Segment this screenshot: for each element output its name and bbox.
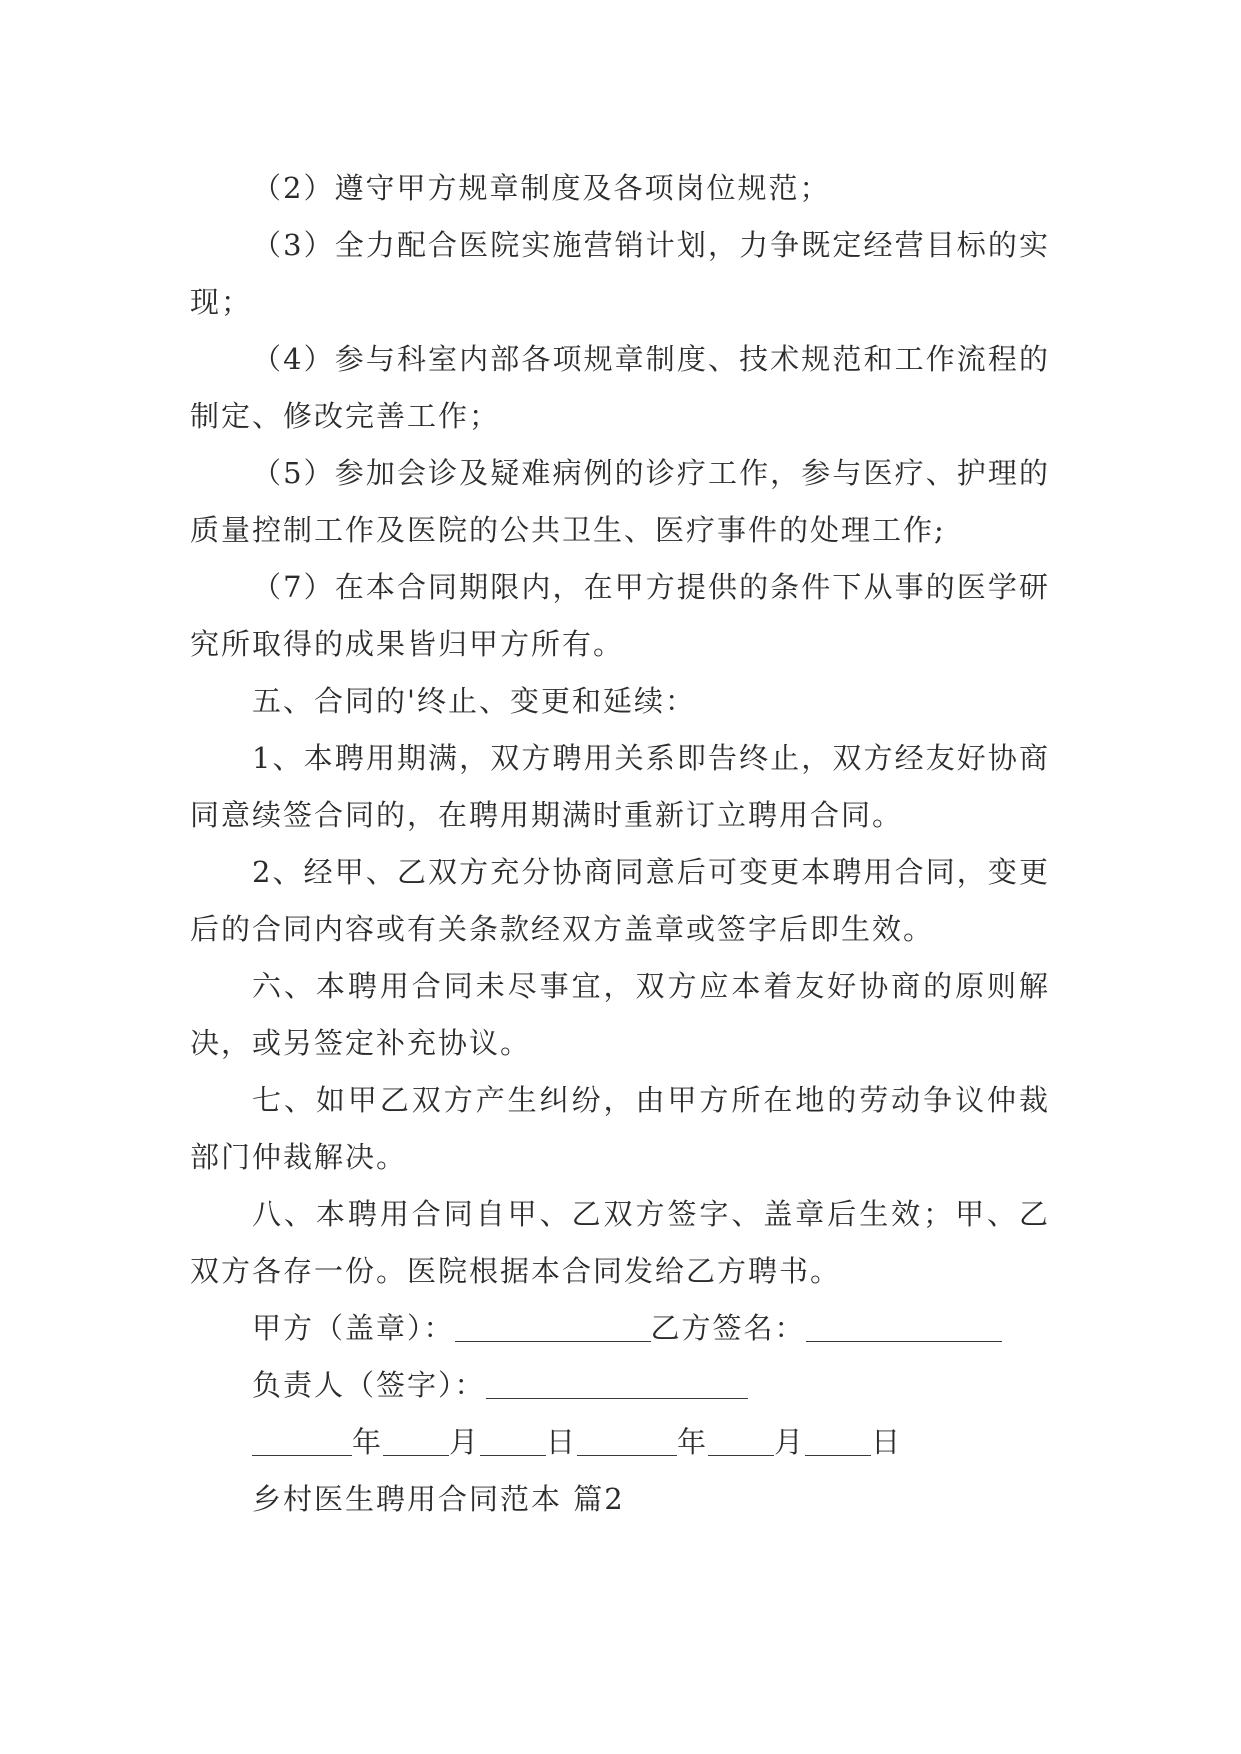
date-b-day-label: 日 [871, 1425, 903, 1459]
date-b-year-blank [577, 1425, 677, 1456]
date-a-month-blank [383, 1425, 449, 1456]
clause-4: （4）参与科室内部各项规章制度、技术规范和工作流程的制定、修改完善工作； [190, 342, 1050, 433]
signature-line-dates [190, 1414, 1050, 1471]
party-b-label: 乙方签名： [650, 1311, 806, 1345]
section-7: 七、如甲乙双方产生纠纷，由甲方所在地的劳动争议仲裁部门仲裁解决。 [190, 1083, 1050, 1174]
clause-5: （5）参加会诊及疑难病例的诊疗工作，参与医疗、护理的质量控制工作及医院的公共卫生、医疗事件的处理工作; [190, 456, 1050, 547]
section-5-heading: 五、合同的'终止、变更和延续： [252, 684, 696, 718]
date-b-month-label: 月 [774, 1425, 806, 1459]
manager-label: 负责人（签字）： [252, 1368, 486, 1402]
next-section-title: 乡村医生聘用合同范本 篇2 [252, 1482, 625, 1516]
section-5-item-2: 2、经甲、乙双方充分协商同意后可变更本聘用合同，变更后的合同内容或有关条款经双方盖章或签字后即生效。 [190, 855, 1050, 946]
date-a-day-label: 日 [546, 1425, 578, 1459]
manager-blank [486, 1368, 748, 1399]
section-5-item-1: 1、本聘用期满，双方聘用关系即告终止，双方经友好协商同意续签合同的，在聘用期满时重新订立聘用合同。 [190, 741, 1050, 832]
date-a-year-label: 年 [352, 1425, 384, 1459]
party-b-blank [806, 1311, 1002, 1342]
signature-line-manager [190, 1357, 1050, 1414]
party-a-blank [455, 1311, 651, 1342]
clause-7: （7）在本合同期限内，在甲方提供的条件下从事的医学研究所取得的成果皆归甲方所有。 [190, 570, 1050, 661]
date-b-day-blank [805, 1425, 871, 1456]
clause-3: （3）全力配合医院实施营销计划，力争既定经营目标的实现； [190, 228, 1050, 319]
section-8: 八、本聘用合同自甲、乙双方签字、盖章后生效；甲、乙双方各存一份。医院根据本合同发给乙方聘书。 [190, 1197, 1050, 1288]
date-b-month-blank [708, 1425, 774, 1456]
section-6: 六、本聘用合同未尽事宜，双方应本着友好协商的原则解决，或另签定补充协议。 [190, 969, 1050, 1060]
date-b-year-label: 年 [677, 1425, 709, 1459]
clause-2: （2）遵守甲方规章制度及各项岗位规范； [252, 171, 831, 205]
signature-line-parties [190, 1300, 1050, 1357]
document-body [190, 160, 1050, 1528]
date-a-month-label: 月 [449, 1425, 481, 1459]
date-a-day-blank [480, 1425, 546, 1456]
date-a-year-blank [252, 1425, 352, 1456]
party-a-label: 甲方（盖章）： [252, 1311, 455, 1345]
